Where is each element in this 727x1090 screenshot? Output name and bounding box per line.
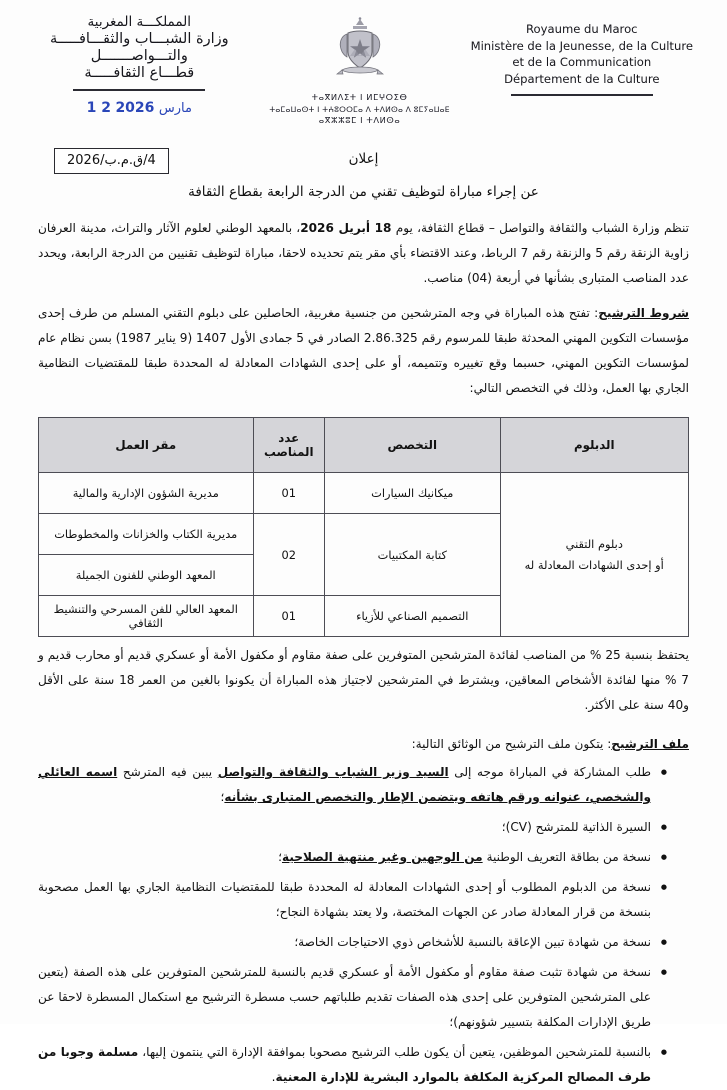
intro-exam-date: 18 أبريل 2026 (300, 221, 392, 235)
stamp-year: 2026 (115, 100, 155, 116)
page-subtitle: عن إجراء مباراة لتوظيف تقني من الدرجة الرابعة بقطاع الثقافة (188, 184, 539, 200)
stamp-month: مارس (158, 101, 192, 116)
table-cell-worksite: المعهد العالي للفن المسرحي والتنشيط الثقافي (39, 596, 254, 637)
intro-text-b: ، بالمعهد الوطني لعلوم الآثار والتراث، مدينة العرفان زاوية الزنقة رقم 5 والزنقة رقم 7 الرباط، وعند الاقتضاء بأي مقر يتم تحديده لاحقا، مباراة لتوظيف تقنيين من الدرجة الرابعة، ويحدد عدد المناصب المتبارى بشأنها في أربعة (04) مناصب. (38, 221, 690, 285)
header-sector-ar: قطـــاع الثقافـــــة (84, 65, 195, 81)
header-ministry-ar-2: والتـــواصـــــــل (90, 48, 188, 64)
paragraph-conditions (38, 301, 689, 401)
list-item (38, 930, 667, 955)
paragraph-quota: يحتفظ بنسبة 25 % من المناصب لفائدة المترشحين المتوفرين على صفة مقاوم أو مكفول الأمة أو عسكري قديم أو محارب قديم و 7 % منها لفائدة الأشخاص المعاقين، ويشترط في المترشحين لاجتياز هذه المباراة أن يكونوا بالغين من العمر 18 سنة على الأقل و40 سنة على الأكثر. (38, 648, 689, 712)
positions-table (38, 417, 689, 637)
document-body (0, 216, 727, 1090)
item-6-t2: . (271, 1070, 276, 1084)
header-rule-arabic (73, 89, 205, 91)
list-item (38, 875, 667, 925)
header-french-block (465, 14, 699, 96)
diploma-line-1: دبلوم التقني (565, 536, 623, 551)
table-header-row (39, 418, 689, 473)
title-row (0, 142, 727, 206)
table-cell-worksite: مديرية الشؤون الإدارية والمالية (39, 473, 254, 514)
header-ministry-ar-1: وزارة الشبـــاب والثقـــافـــــة (49, 31, 229, 47)
header-arabic-block (24, 14, 255, 116)
header-department-fr: Département de la Culture (504, 71, 660, 86)
tifinagh-line-1: ⵜⴰⴳⵍⴷⵉⵜ ⵏ ⵍⵎⵖⵔⵉⴱ (311, 92, 408, 102)
header-kingdom-fr: Royaume du Maroc (526, 22, 638, 36)
list-item (38, 815, 667, 840)
table-cell-diploma (500, 473, 689, 637)
dossier-section-lead (38, 732, 689, 756)
item-2-t1: نسخة من بطاقة التعريف الوطنية (482, 850, 651, 864)
document-header (0, 0, 727, 142)
stamp-date (87, 100, 192, 116)
intro-text-a: تنظم وزارة الشباب والثقافة والتواصل – قطاع الثقافة، يوم (391, 221, 689, 235)
table-header-positions-l1: عدد (278, 431, 300, 445)
item-4-t1: نسخة من شهادة تبين الإعاقة بالنسبة للأشخاص ذوي الاحتياجات الخاصة؛ (294, 935, 651, 949)
item-6-t1: بالنسبة للمترشحين الموظفين، يتعين أن يكون طلب الترشيح مصحوبا بموافقة الإدارة التي ينتمون إليها، (138, 1045, 651, 1059)
item-0-t2: يبين فيه المترشح (117, 765, 218, 779)
reference-number-box: 4/ق.م.ب/2026 (54, 148, 169, 174)
table-cell-positions: 01 (253, 473, 325, 514)
coat-of-arms-icon (329, 16, 391, 88)
table-cell-specialty: التصميم الصناعي للأزياء (325, 596, 501, 637)
header-kingdom-ar: المملكـــة المغربية (87, 14, 192, 30)
item-6-b1: مسلمة وجوبا من طرف المصالح المركزية المكلفة بالموارد البشرية للإدارة المعنية (38, 1045, 651, 1084)
header-rule-french (511, 94, 653, 96)
header-ministry-fr-2: et de la Communication (512, 55, 652, 69)
table-cell-positions: 01 (253, 596, 325, 637)
item-0-t1: طلب المشاركة في المباراة موجه إلى (448, 765, 651, 779)
table-header-specialty: التخصص (325, 418, 501, 473)
header-center-block (255, 14, 465, 127)
diploma-line-2: أو إحدى الشهادات المعادلة له (524, 557, 664, 572)
paragraph-intro (38, 216, 689, 291)
table-cell-specialty: ميكانيك السيارات (325, 473, 501, 514)
tifinagh-line-3: ⴰⴳⵣⵣⵓⵎ ⵏ ⵜⴷⵍⵙⴰ (318, 115, 401, 125)
dossier-label: ملف الترشيح (611, 737, 689, 751)
dossier-lead-text: : يتكون ملف الترشيح من الوثائق التالية: (411, 737, 612, 751)
page-title: إعلان (348, 151, 379, 167)
list-item (38, 1040, 667, 1090)
tifinagh-line-2: ⵜⴰⵎⴰⵡⴰⵙⵜ ⵏ ⵜⵄⵓⵔⵔⵎⴰ ⴷ ⵜⴷⵍⵙⴰ ⴷ ⵓⵎⵢⴰⵡⴰⴹ (269, 104, 450, 114)
table-cell-specialty: كتابة المكتبيات (325, 514, 501, 596)
item-2-b1: من الوجهين وغير منتهية الصلاحية (281, 850, 483, 864)
stamp-day: 1 2 (86, 100, 111, 116)
item-0-t3: ؛ (220, 790, 225, 804)
table-header-positions (253, 418, 325, 473)
table-header-diploma: الدبلوم (500, 418, 689, 473)
conditions-text: : تفتح هذه المباراة في وجه المترشحين من جنسية مغربية، الحاصلين على دبلوم التقني المسلم من طرف إحدى مؤسسات التكوين المهني المحدثة طبقا للمرسوم رقم 2.86.325 الصادر في 5 جمادى الأول 1407 (9 يناير 1987) بسن نظام عام لمؤسسات التكوين المهني، حسبما وقع تغييره وتتميمه، أو على إحدى الشهادات المعادلة له المحددة طبقا للمقتضيات النظامية الجاري بها العمل، وذلك في التخصص التالي: (38, 306, 690, 395)
table-header-positions-l2: المناصب (263, 445, 314, 459)
item-5-t1: نسخة من شهادة تثبت صفة مقاوم أو مكفول الأمة أو عسكري قديم بالنسبة للمترشحين المتوفرين على هذه الصفة (يتعين على المترشحين المتوفرين على إحدى هذه الصفات تقديم طلباتهم حسب مسطرة الترشيح مع استكمال المسطرة لاحقا عن طريق الإدارات المكلفة بتسيير شؤونهم)؛ (38, 965, 651, 1029)
table-header-worksite: مقر العمل (39, 418, 254, 473)
table-row (39, 473, 689, 514)
item-3-t1: نسخة من الدبلوم المطلوب أو إحدى الشهادات المعادلة له المحددة طبقا للمقتضيات النظامية الجاري بها العمل مصحوبة بنسخة من قرار المعادلة صادر عن الجهات المختصة، ولا يعتد بشهادة النجاح؛ (38, 880, 651, 919)
list-item (38, 845, 667, 870)
header-ministry-fr-1: Ministère de la Jeunesse, de la Culture (470, 38, 693, 53)
item-1-t1: السيرة الذاتية للمترشح (CV)؛ (501, 820, 651, 834)
list-item (38, 760, 667, 810)
conditions-label: شروط الترشيح (598, 306, 689, 320)
table-cell-worksite: المعهد الوطني للفنون الجميلة (39, 555, 254, 596)
item-2-t2: ؛ (278, 850, 282, 864)
table-cell-positions: 02 (253, 514, 325, 596)
item-0-b2: اسمه العائلي والشخصي، عنوانه ورقم هاتفه ويتضمن الإطار والتخصص المتبارى بشأنه (38, 765, 651, 804)
table-cell-worksite: مديرية الكتاب والخزانات والمخطوطات (39, 514, 254, 555)
item-0-b1: السيد وزير الشباب والثقافة والتواصل (217, 765, 449, 779)
dossier-list (38, 760, 689, 1090)
